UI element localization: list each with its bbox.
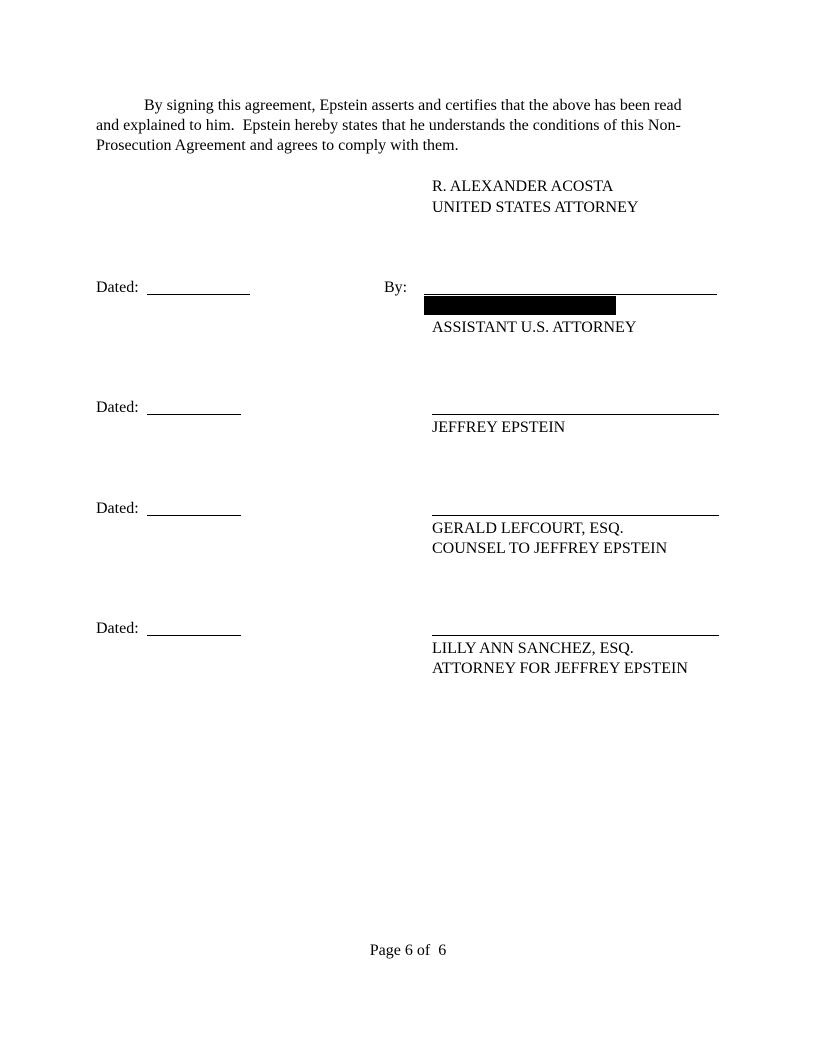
us-attorney-title: UNITED STATES ATTORNEY bbox=[432, 199, 639, 216]
dated-blank-line bbox=[147, 515, 241, 516]
signature-line bbox=[432, 414, 719, 415]
signer-role: COUNSEL TO JEFFREY EPSTEIN bbox=[432, 540, 668, 557]
intro-line-2: and explained to him. Epstein hereby states that he understands the conditions of this Non- bbox=[96, 117, 681, 134]
us-attorney-name: R. ALEXANDER ACOSTA bbox=[432, 178, 614, 195]
signer-name: LILLY ANN SANCHEZ, ESQ. bbox=[432, 640, 634, 657]
by-label: By: bbox=[384, 279, 408, 296]
intro-line-1: By signing this agreement, Epstein asserts and certifies that the above has been read bbox=[144, 97, 682, 114]
dated-blank-line bbox=[147, 635, 241, 636]
redaction-bar bbox=[424, 296, 616, 315]
signature-line bbox=[432, 635, 719, 636]
signer-name: JEFFREY EPSTEIN bbox=[432, 419, 566, 436]
dated-label: Dated: bbox=[96, 500, 139, 517]
dated-blank-line bbox=[147, 414, 241, 415]
dated-label: Dated: bbox=[96, 620, 139, 637]
signature-line bbox=[432, 515, 719, 516]
signature-line bbox=[424, 294, 717, 295]
intro-line-3: Prosecution Agreement and agrees to comply with them. bbox=[96, 137, 459, 154]
page-number: Page 6 of 6 bbox=[369, 942, 447, 959]
dated-label: Dated: bbox=[96, 279, 139, 296]
dated-label: Dated: bbox=[96, 399, 139, 416]
signer-role: ATTORNEY FOR JEFFREY EPSTEIN bbox=[432, 660, 688, 677]
assistant-attorney-title: ASSISTANT U.S. ATTORNEY bbox=[432, 319, 637, 336]
dated-blank-line bbox=[147, 294, 250, 295]
signer-name: GERALD LEFCOURT, ESQ. bbox=[432, 520, 624, 537]
